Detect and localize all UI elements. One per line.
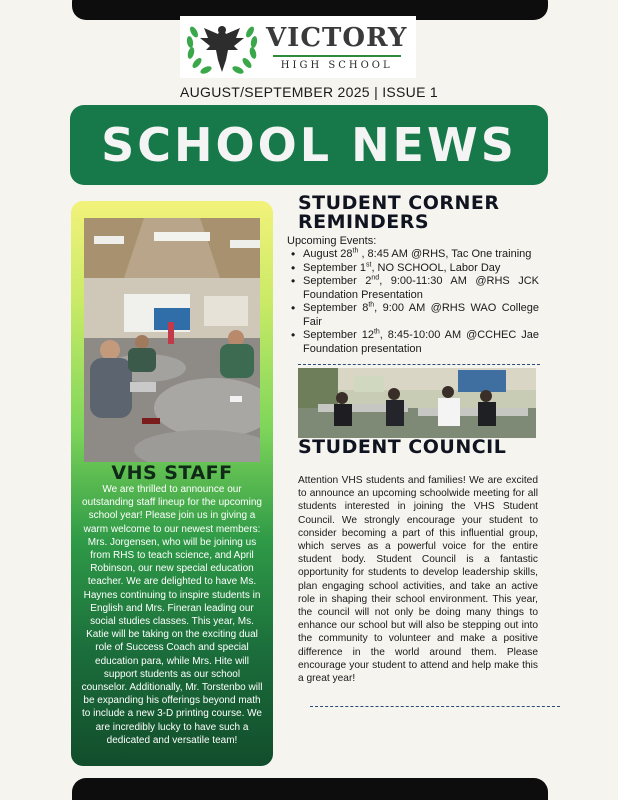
event-item: • September 2nd, 9:00-11:30 AM @RHS JCK Foundation Presentation bbox=[287, 275, 539, 302]
event-item: • August 28th , 8:45 AM @RHS, Tac One training bbox=[287, 248, 539, 262]
event-item: • September 8th, 9:00 AM @RHS WAO College Fair bbox=[287, 302, 539, 329]
student-corner-title: STUDENT CORNER REMINDERS bbox=[298, 192, 500, 233]
classroom-photo bbox=[298, 368, 536, 438]
issue-line: AUGUST/SEPTEMBER 2025 | ISSUE 1 bbox=[179, 84, 439, 100]
staff-card bbox=[71, 201, 273, 766]
title-banner bbox=[70, 105, 548, 185]
school-subtitle: HIGH SCHOOL bbox=[280, 59, 393, 71]
school-logo bbox=[180, 16, 416, 78]
section-divider bbox=[298, 364, 540, 365]
logo-divider bbox=[273, 55, 401, 57]
bottom-divider bbox=[310, 706, 560, 707]
bottom-decorative-bar bbox=[72, 778, 548, 800]
staff-title: VHS STAFF bbox=[111, 462, 233, 484]
event-item: • September 1st, NO SCHOOL, Labor Day bbox=[287, 262, 539, 276]
banner-title: SCHOOL NEWS bbox=[101, 118, 517, 172]
staff-body: We are thrilled to announce our outstanding staff lineup for the upcoming school year! Please join us in giving a warm welcome to our newest members: Mrs. Jorgensen, who will be joining us from RHS to teach science, and April Robinson, our new special education teacher. We are delighted to have Ms. Haynes continuing to inspire students in English and Mrs. Fineran leading our social studies classes. This year, Ms. Katie will be taking on the exciting dual role of Success Coach and special education para, while Mrs. Hite will support students as our school counselor. Additionally, Mr. Torstenbo will be expanding his offerings beyond math to include a new 3-D printing course. We are incredibly lucky to have such a dedicated and versatile team! bbox=[81, 484, 263, 746]
student-council-title: STUDENT COUNCIL bbox=[298, 436, 507, 458]
eagle-laurel-icon bbox=[180, 16, 264, 78]
student-council-body: Attention VHS students and families! We are excited to announce an upcoming schoolwide meeting for all students interested in joining the VHS Student Council. We strongly encourage your student to consider becoming a part of this influential group, which serves as a powerful voice for the entire student body. Student Council is a fantastic opportunity for students to develop leadership skills, plan engaging school activities, and take an active role in shaping their school environment. This year, the council will not only be doing many things to enhance our school but will also be stepping out into the community to volunteer and make a positive difference in the world around them. Please encourage your student to attend and help make this a great year! bbox=[298, 475, 538, 685]
event-item: • September 12th, 8:45-10:00 AM @CCHEC Jae Foundation presentation bbox=[287, 329, 539, 356]
staff-meeting-photo bbox=[84, 218, 260, 462]
events-list bbox=[287, 248, 539, 356]
events-label: Upcoming Events: bbox=[287, 235, 377, 247]
school-name: VICTORY bbox=[266, 22, 408, 53]
